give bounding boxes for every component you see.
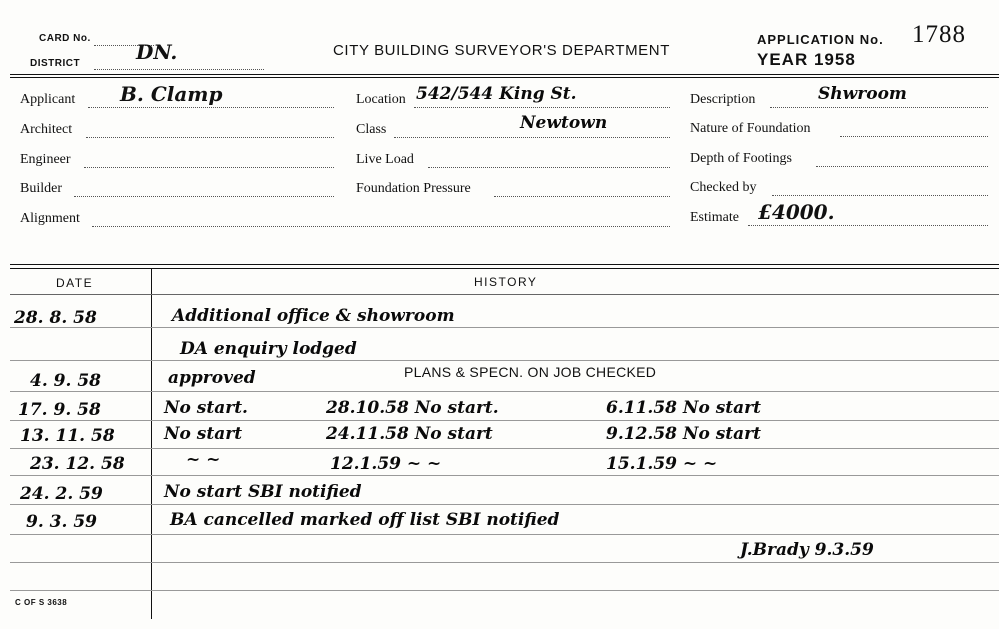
row-rule: [10, 327, 999, 328]
row-5-date: 13. 11. 58: [20, 426, 115, 446]
architect-label: Architect: [20, 122, 73, 137]
row-2-history: DA enquiry lodged: [180, 339, 357, 359]
row-rule: [10, 534, 999, 535]
date-column-header: DATE: [56, 276, 94, 290]
row-rule: [10, 504, 999, 505]
depth-of-footings-label: Depth of Footings: [690, 151, 792, 166]
description-value: Shwroom: [818, 84, 907, 104]
district-line: [94, 69, 264, 70]
row-rule: [10, 590, 999, 591]
checked-by-label: Checked by: [690, 180, 757, 195]
live-load-label: Live Load: [356, 152, 414, 167]
district-label: DISTRICT: [30, 58, 81, 69]
row-rule: [10, 448, 999, 449]
row-rule: [10, 360, 999, 361]
row-4-history-1: No start.: [164, 398, 248, 418]
form-code: C OF S 3638: [15, 598, 68, 607]
row-3-date: 4. 9. 58: [30, 371, 101, 391]
estimate-label: Estimate: [690, 210, 739, 225]
estimate-line: [748, 225, 988, 226]
row-rule: [10, 562, 999, 563]
row-7-date: 24. 2. 59: [20, 484, 103, 504]
department-title: CITY BUILDING SURVEYOR'S DEPARTMENT: [333, 42, 670, 59]
checked-line: [772, 195, 988, 196]
row-5-history-2: 24.11.58 No start: [326, 424, 493, 444]
applicant-value: B. Clamp: [120, 82, 223, 106]
live-load-line: [428, 167, 670, 168]
row-1-date: 28. 8. 58: [14, 308, 97, 328]
foundation-pressure-label: Foundation Pressure: [356, 181, 471, 196]
nature-line: [840, 136, 988, 137]
row-rule: [10, 475, 999, 476]
row-8-date: 9. 3. 59: [26, 512, 97, 532]
row-4-date: 17. 9. 58: [18, 400, 101, 420]
row-1-history: Additional office & showroom: [172, 306, 455, 326]
signature: J.Brady 9.3.59: [740, 540, 874, 560]
class-value: Newtown: [520, 113, 608, 133]
application-label: APPLICATION No.: [757, 32, 884, 47]
row-6-history-3: 15.1.59 ~ ~: [606, 454, 718, 474]
class-label: Class: [356, 122, 387, 137]
history-column-header: HISTORY: [474, 275, 538, 289]
class-line: [394, 137, 670, 138]
description-label: Description: [690, 92, 756, 107]
applicant-line: [88, 107, 334, 108]
table-top-rule-1: [10, 264, 999, 265]
engineer-line: [84, 167, 334, 168]
row-4-history-2: 28.10.58 No start.: [326, 398, 499, 418]
year-label: YEAR 1958: [757, 50, 856, 69]
application-number: 1788: [912, 21, 966, 48]
row-4-history-3: 6.11.58 No start: [606, 398, 761, 418]
column-divider: [151, 268, 152, 619]
row-8-history: BA cancelled marked off list SBI notified: [170, 510, 560, 530]
table-top-rule-2: [10, 268, 999, 269]
row-7-history: No start SBI notified: [164, 482, 362, 502]
district-value: DN.: [136, 40, 178, 64]
builder-line: [74, 196, 334, 197]
plans-checked-stamp: PLANS & SPECN. ON JOB CHECKED: [404, 364, 657, 380]
alignment-line: [92, 226, 670, 227]
header-rule-1: [10, 74, 999, 75]
row-5-history-1: No start: [164, 424, 243, 444]
depth-line: [816, 166, 988, 167]
row-6-history-2: 12.1.59 ~ ~: [330, 454, 442, 474]
row-5-history-3: 9.12.58 No start: [606, 424, 761, 444]
architect-line: [86, 137, 334, 138]
header-underline: [10, 294, 999, 295]
row-6-history-1: ~ ~: [186, 450, 221, 470]
location-line: [414, 107, 670, 108]
card-no-label: CARD No.: [39, 33, 91, 44]
description-line: [770, 107, 988, 108]
applicant-label: Applicant: [20, 92, 76, 107]
row-rule: [10, 420, 999, 421]
estimate-value: £4000.: [758, 200, 835, 224]
location-label: Location: [356, 92, 406, 107]
alignment-label: Alignment: [20, 211, 80, 226]
nature-of-foundation-label: Nature of Foundation: [690, 121, 811, 136]
row-rule: [10, 391, 999, 392]
row-3-history: approved: [168, 368, 256, 388]
builder-label: Builder: [20, 181, 62, 196]
foundation-pressure-line: [494, 196, 670, 197]
row-6-date: 23. 12. 58: [30, 454, 125, 474]
location-value: 542/544 King St.: [416, 84, 577, 104]
header-rule-2: [10, 77, 999, 78]
engineer-label: Engineer: [20, 152, 71, 167]
